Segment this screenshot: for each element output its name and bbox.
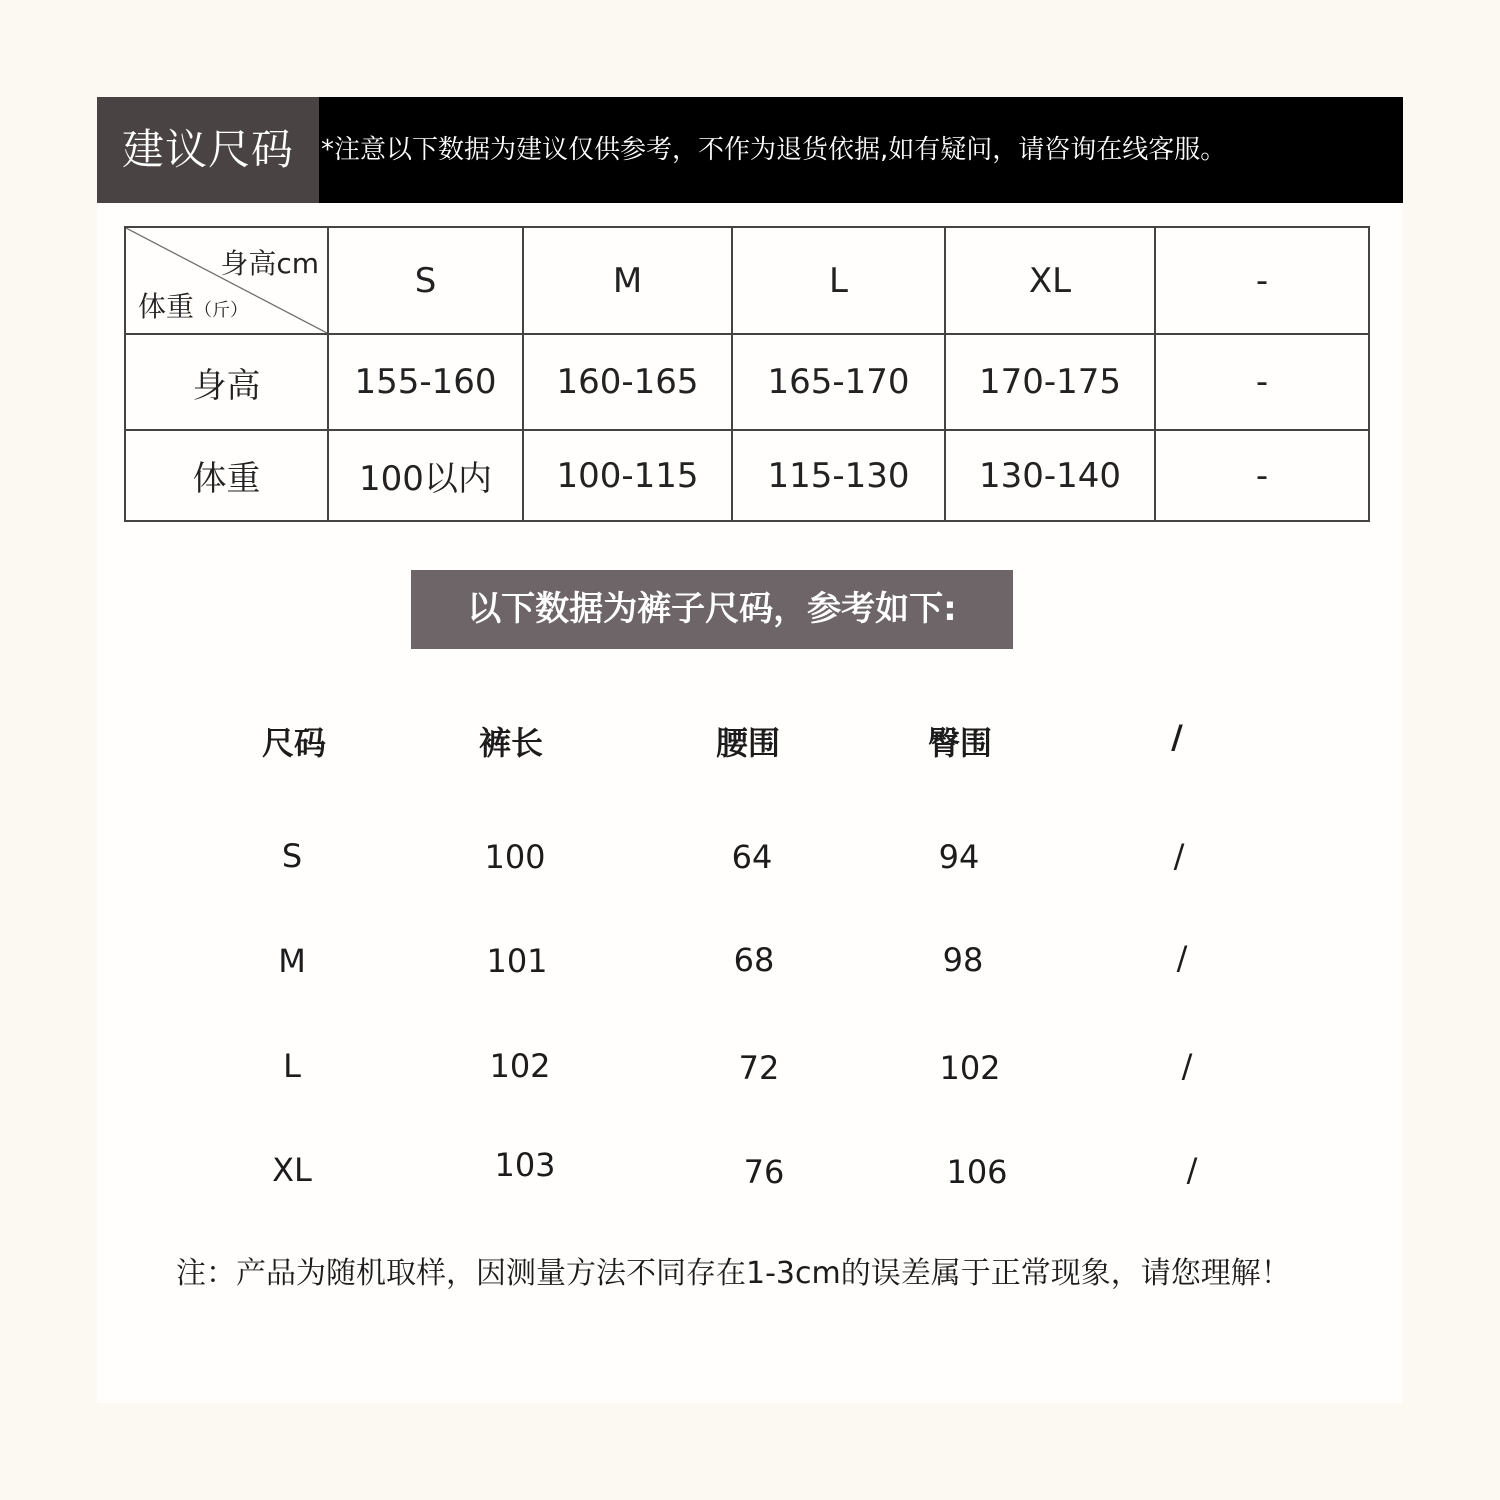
pants-cell: M: [278, 942, 306, 980]
pants-size-heading: 以下数据为裤子尺码，参考如下:: [411, 570, 1013, 649]
size-column-header: L: [732, 227, 945, 334]
suggested-size-table: [124, 226, 1370, 522]
pants-cell: /: [1186, 1151, 1198, 1189]
row-label: 身高: [125, 334, 328, 430]
pants-cell: /: [1181, 1047, 1193, 1085]
table-cell: 130-140: [945, 430, 1155, 521]
table-cell: -: [1155, 430, 1369, 521]
pants-cell: 102: [489, 1047, 551, 1085]
pants-cell: S: [281, 837, 303, 875]
corner-weight-text: 体重: [138, 290, 195, 323]
pants-cell: 94: [938, 838, 980, 876]
suggested-size-banner: [97, 97, 1403, 203]
pants-cell: 106: [946, 1153, 1008, 1191]
table-cell: 165-170: [732, 334, 945, 430]
corner-weight-label: [138, 285, 248, 325]
size-column-header: M: [523, 227, 732, 334]
table-row: [125, 334, 1369, 430]
row-label: 体重: [125, 430, 328, 521]
banner-title: 建议尺码: [97, 97, 319, 203]
pants-cell: 68: [733, 941, 775, 979]
pants-cell: 102: [939, 1049, 1001, 1087]
pants-header-slash: /: [1171, 718, 1183, 756]
corner-height-label: 身高cm: [220, 247, 319, 280]
pants-cell: 100: [484, 838, 546, 876]
pants-cell: /: [1173, 837, 1185, 875]
table-cell: 115-130: [732, 430, 945, 521]
pants-cell: 64: [731, 838, 773, 876]
pants-cell: 76: [743, 1153, 785, 1191]
table-cell: 100以内: [328, 430, 523, 521]
table-row: [125, 430, 1369, 521]
table-cell: 170-175: [945, 334, 1155, 430]
pants-cell: L: [283, 1047, 301, 1085]
pants-header-hip: 臀围: [927, 724, 993, 762]
corner-cell: [125, 227, 328, 334]
corner-weight-unit: （斤）: [194, 300, 249, 321]
pants-header-length: 裤长: [478, 724, 544, 762]
pants-cell: /: [1176, 939, 1188, 977]
pants-cell: 98: [942, 941, 984, 979]
pants-cell: 101: [486, 942, 548, 980]
size-column-header: -: [1155, 227, 1369, 334]
size-column-header: XL: [945, 227, 1155, 334]
size-column-header: S: [328, 227, 523, 334]
pants-cell: 103: [494, 1146, 556, 1184]
pants-header-size: 尺码: [261, 724, 327, 762]
pants-header-waist: 腰围: [715, 724, 781, 762]
table-cell: 100-115: [523, 430, 732, 521]
table-cell: -: [1155, 334, 1369, 430]
pants-cell: 72: [738, 1049, 780, 1087]
banner-note: *注意以下数据为建议仅供参考，不作为退货依据,如有疑问，请咨询在线客服。: [321, 135, 1227, 165]
table-cell: 160-165: [523, 334, 732, 430]
size-header-row: [125, 227, 1369, 334]
table-cell: 155-160: [328, 334, 523, 430]
pants-cell: XL: [272, 1151, 312, 1189]
footnote: 注：产品为随机取样，因测量方法不同存在1-3cm的误差属于正常现象，请您理解！: [176, 1256, 1291, 1291]
